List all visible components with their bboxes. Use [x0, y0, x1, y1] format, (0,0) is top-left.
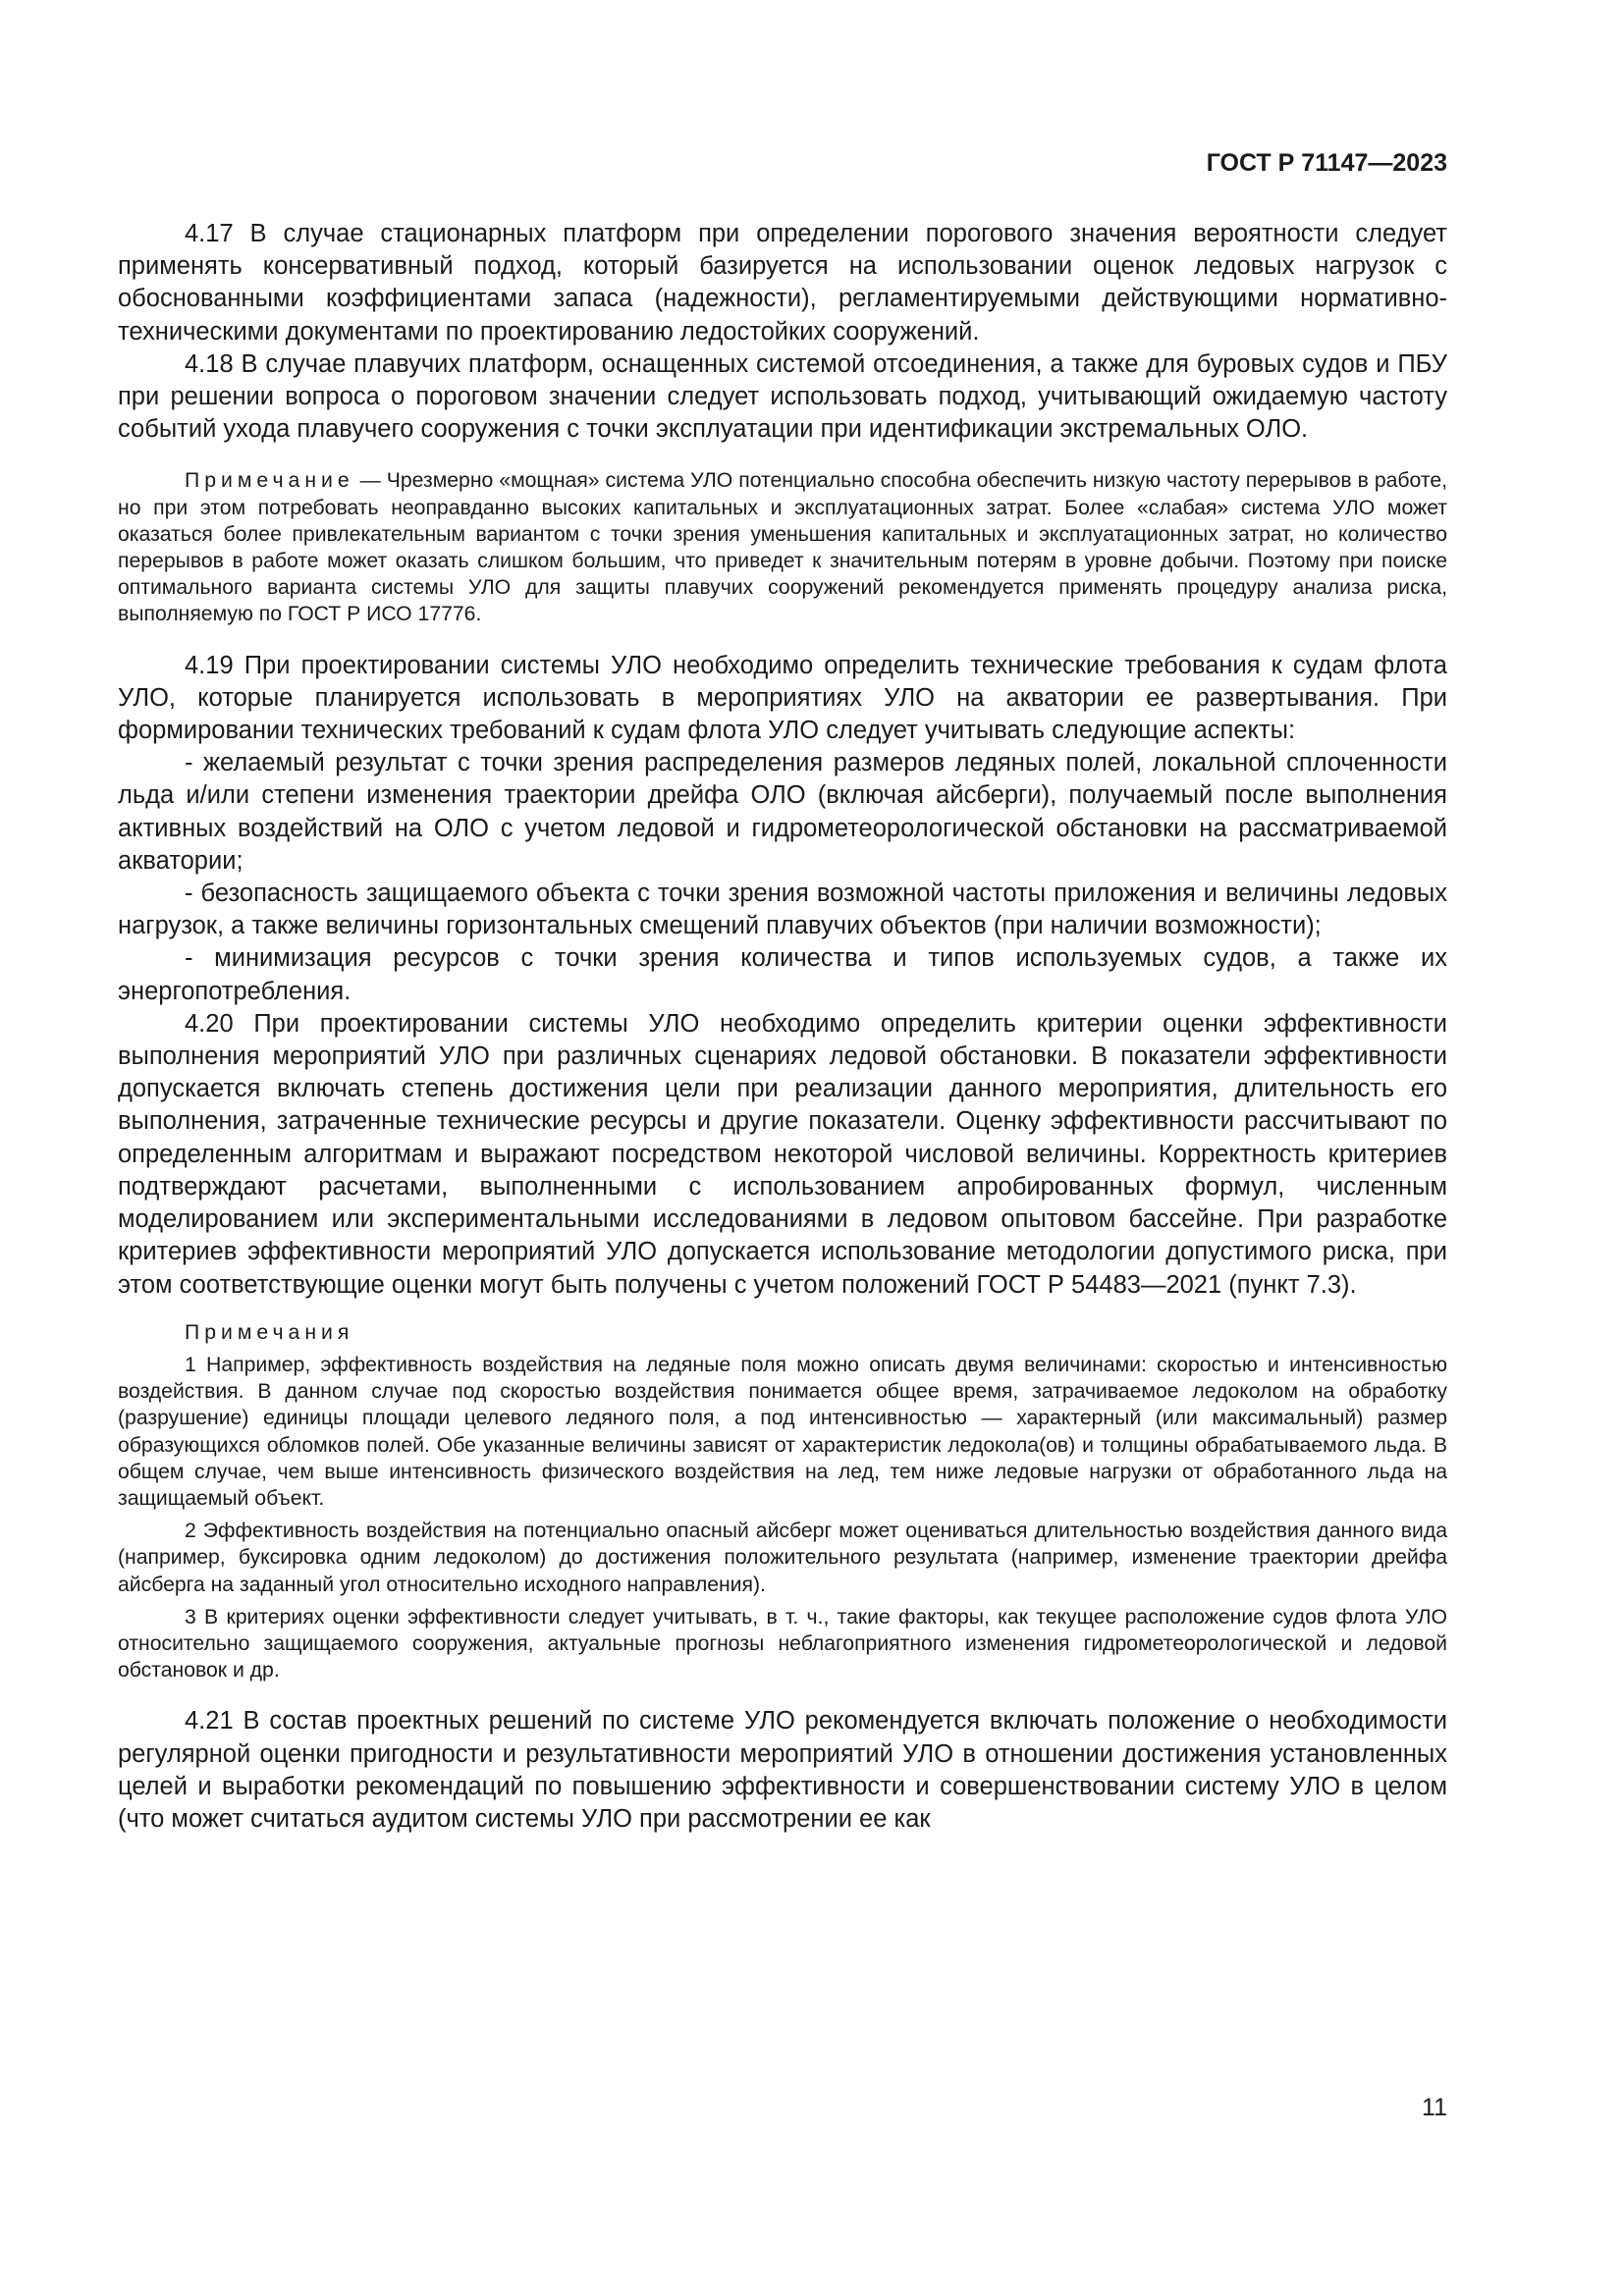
note-label: Примечание: [185, 469, 354, 493]
note-2: 2 Эффективность воздействия на потенциально опасный айсберг может оцениваться длительностью воздействия данного вида (например, буксировка одним ледоколом) до достижения положительного результата (например, изменение траектории дрейфа айсберга на заданный угол относительно исходного направления).: [118, 1520, 1447, 1596]
note-text: — Чрезмерно «мощная» система УЛО потенциально способна обеспечить низкую частоту перерывов в работе, но при этом потребовать неоправданно высоких капитальных и эксплуатационных затрат. Более «слабая» система УЛО может оказаться более привлекательным вариантом с точки зрения уменьшения капитальных и эксплуатационных затрат, но количество перерывов в работе может оказать слишком большим, что приведет к значительным потерям в уровне добычи. Поэтому при поиске оптимального варианта системы УЛО для защиты плавучих сооружений рекомендуется применять процедуру анализа риска, выполняемую по ГОСТ Р ИСО 17776.: [118, 469, 1447, 626]
notes-heading: [118, 1319, 1447, 1346]
paragraph-4-20: 4.20 При проектировании системы УЛО необходимо определить критерии оценки эффективности выполнения мероприятий УЛО при различных сценариях ледовой обстановки. В показатели эффективности допускается включать степень достижения цели при реализации данного мероприятия, длительность его выполнения, затраченные технические ресурсы и другие показатели. Оценку эффективности рассчитывают по определенным алгоритмам и выражают посредством некоторой числовой величины. Корректность критериев подтверждают расчетами, выполненными с использованием апробированных формул, численным моделированием или экспериментальными исследованиями в ледовом опытовом бассейне. При разработке критериев эффективности мероприятий УЛО допускается использование методологии допустимого риска, при этом соответствующие оценки могут быть получены с учетом положений ГОСТ Р 54483—2021 (пункт 7.3).: [118, 1009, 1447, 1299]
list-item-bullet-3: - минимизация ресурсов с точки зрения количества и типов используемых судов, а также их энергопотребления.: [118, 944, 1447, 1005]
note-3: 3 В критериях оценки эффективности следует учитывать, в т. ч., такие факторы, как текущее расположение судов флота УЛО относительно защищаемого сооружения, актуальные прогнозы неблагоприятного изменения гидрометеорологической и ледовой обстановок и др.: [118, 1605, 1447, 1682]
paragraph-4-18: 4.18 В случае плавучих платформ, оснащенных системой отсоединения, а также для буровых судов и ПБУ при решении вопроса о пороговом значении следует использовать подход, учитывающий ожидаемую частоту событий ухода плавучего сооружения с точки эксплуатации при идентификации экстремальных ОЛО.: [118, 349, 1447, 444]
page-body: [118, 218, 1447, 1836]
paragraph-4-17: 4.17 В случае стационарных платформ при определении порогового значения вероятности следует применять консервативный подход, который базируется на использовании оценок ледовых нагрузок с обоснованными коэффициентами запаса (надежности), регламентируемыми действующими нормативно-техническими документами по проектированию ледостойких сооружений.: [118, 220, 1447, 346]
document-code: ГОСТ Р 71147—2023: [1206, 149, 1447, 177]
list-item-bullet-1: - желаемый результат с точки зрения распределения размеров ледяных полей, локальной сплоченности льда и/или степени изменения траектории дрейфа ОЛО (включая айсберги), получаемый после выполнения активных воздействий на ОЛО с учетом ледовой и гидрометеорологической обстановки на рассматриваемой акватории;: [118, 749, 1447, 875]
list-item-bullet-2: - безопасность защищаемого объекта с точки зрения возможной частоты приложения и величины ледовых нагрузок, а также величины горизонтальных смещений плавучих объектов (при наличии возможности);: [118, 880, 1447, 940]
note-paragraph: [118, 467, 1447, 627]
paragraph-4-21: 4.21 В состав проектных решений по системе УЛО рекомендуется включать положение о необходимости регулярной оценки пригодности и результативности мероприятий УЛО в отношении достижения установленных целей и выработки рекомендаций по повышению эффективности и совершенствовании систему УЛО в целом (что может считаться аудитом системы УЛО при рассмотрении ее как: [118, 1707, 1447, 1833]
notes-heading-label: Примечания: [185, 1320, 354, 1344]
page-number: 11: [1422, 2094, 1447, 2121]
note-1: 1 Например, эффективность воздействия на ледяные поля можно описать двумя величинами: скоростью и интенсивностью воздействия. В данном случае под скоростью воздействия понимается общее время, затрачиваемое ледоколом на обработку (разрушение) единицы площади целевого ледяного поля, а под интенсивностью — характерный (или максимальный) размер образующихся обломков полей. Обе указанные величины зависят от характеристик ледокола(ов) и толщины обрабатываемого льда. В общем случае, чем выше интенсивность физического воздействия на лед, тем ниже ледовые нагрузки от обработанного льда на защищаемый объект.: [118, 1353, 1447, 1510]
paragraph-4-19: 4.19 При проектировании системы УЛО необходимо определить технические требования к судам флота УЛО, которые планируется использовать в мероприятиях УЛО на акватории ее развертывания. При формировании технических требований к судам флота УЛО следует учитывать следующие аспекты:: [118, 651, 1447, 745]
